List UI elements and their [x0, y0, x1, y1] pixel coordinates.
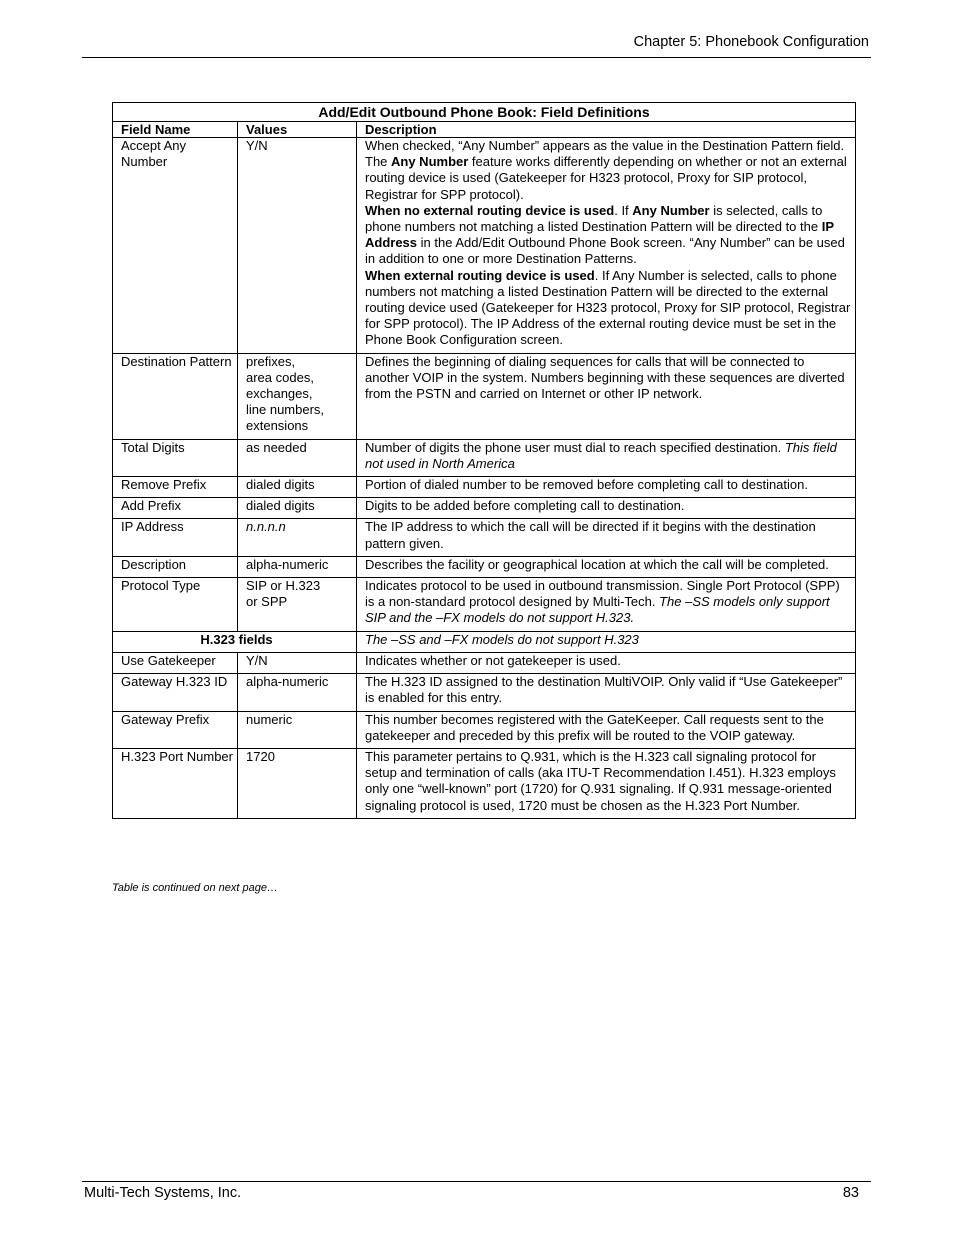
field-values: numeric [238, 711, 357, 748]
field-values: 1720 [238, 748, 357, 818]
table-row [113, 556, 856, 577]
field-values: as needed [238, 439, 357, 476]
description-paragraph [365, 154, 851, 203]
field-name: Protocol Type [113, 578, 238, 632]
table-row [113, 578, 856, 632]
value-line: area codes, [246, 369, 314, 385]
section-title: H.323 fields [113, 631, 357, 652]
bold-term: Any Number [391, 154, 469, 170]
field-name: H.323 Port Number [113, 748, 238, 818]
text-run: in the Add/Edit Outbound Phone Book screen. “Any Number” can be used in addition to one or more Destination Patterns. [365, 235, 845, 267]
field-description: Portion of dialed number to be removed before completing call to destination. [357, 477, 856, 498]
bold-term: IP Address [365, 219, 834, 251]
text-run: feature works differently depending on whether or not an external routing device is used (Gatekeeper for H323 protocol, Proxy for SIP protocol, Registrar for SPP protocol). [365, 154, 847, 202]
field-description: The H.323 ID assigned to the destination MultiVOIP. Only valid if “Use Gatekeeper” is enabled for this entry. [357, 674, 856, 711]
table-row [113, 748, 856, 818]
table-row [113, 652, 856, 673]
bold-term: Any Number [632, 202, 710, 218]
table-row [113, 711, 856, 748]
field-name: Add Prefix [113, 498, 238, 519]
value-line: extensions [246, 418, 309, 434]
continued-note: Table is continued on next page… [112, 882, 278, 894]
table-row [113, 138, 856, 354]
value-line: or SPP [246, 594, 288, 610]
text-run: The [365, 154, 392, 170]
field-values: alpha-numeric [238, 674, 357, 711]
field-description: This parameter pertains to Q.931, which is the H.323 call signaling protocol for setup and termination of calls (aka ITU-T Recommendation I.451). H.323 employs only one “well-known” port (1720) for Q.931 signaling. If Q.931 message-oriented signaling protocol is used, 1720 must be chosen as the H.323 Port Number. [357, 748, 856, 818]
bold-term: When external routing device is used [365, 267, 595, 283]
description-paragraph: When checked, “Any Number” appears as the value in the Destination Pattern field. [365, 138, 845, 153]
section-header-row [113, 631, 856, 652]
company-name: Multi-Tech Systems, Inc. [84, 1185, 242, 1201]
page-footer [82, 1181, 871, 1206]
page-header [82, 33, 871, 58]
column-header-description: Description [357, 122, 856, 138]
field-values: dialed digits [238, 477, 357, 498]
section-note: The –SS and –FX models do not support H.323 [357, 631, 856, 652]
field-name: Total Digits [113, 439, 238, 476]
table-row [113, 439, 856, 476]
text-run: is selected, calls to phone numbers not matching a listed Destination Pattern will be directed to the [365, 202, 823, 235]
field-values: alpha-numeric [238, 556, 357, 577]
table-row [113, 477, 856, 498]
text-run: . If Any Number is selected, calls to phone numbers not matching a listed Destination Pattern will be directed to the external routing device used (Gatekeeper for H323 protocol, Proxy for SIP protocol, Registrar for SPP protocol). The IP Address of the external routing device must be set in the Phone Book Configuration screen. [365, 267, 851, 348]
text-run: . If [614, 202, 633, 218]
table-row [113, 353, 856, 439]
field-name: Description [113, 556, 238, 577]
italic-note: This field not used in North America [365, 439, 837, 471]
field-values: n.n.n.n [238, 519, 357, 556]
field-values [238, 353, 357, 439]
chapter-title: Chapter 5: Phonebook Configuration [633, 34, 869, 50]
field-name: Gateway H.323 ID [113, 674, 238, 711]
description-paragraph [365, 203, 851, 268]
value-line: SIP or H.323 [246, 578, 321, 594]
value-line: prefixes, [246, 353, 296, 369]
field-name: Gateway Prefix [113, 711, 238, 748]
field-description: Digits to be added before completing call to destination. [357, 498, 856, 519]
value-line: exchanges, [246, 386, 313, 402]
field-name: IP Address [113, 519, 238, 556]
field-description [357, 578, 856, 632]
description-paragraph [365, 268, 851, 349]
field-values: dialed digits [238, 498, 357, 519]
field-values [238, 578, 357, 632]
column-header-values: Values [238, 122, 357, 138]
field-description: Defines the beginning of dialing sequences for calls that will be connected to another VOIP in the system. Numbers beginning with these sequences are diverted from the PSTN and carried on Internet or other IP network. [357, 353, 856, 439]
column-header-row [113, 122, 856, 138]
field-values: Y/N [238, 138, 357, 354]
text-run: Number of digits the phone user must dial to reach specified destination. [365, 439, 785, 455]
field-name: Use Gatekeeper [113, 652, 238, 673]
field-name: Destination Pattern [113, 353, 238, 439]
table-title: Add/Edit Outbound Phone Book: Field Definitions [113, 103, 856, 122]
field-name: Accept Any Number [113, 138, 238, 354]
field-name: Remove Prefix [113, 477, 238, 498]
field-description: This number becomes registered with the GateKeeper. Call requests sent to the gatekeeper and preceded by this prefix will be routed to the VOIP gateway. [357, 711, 856, 748]
table-title-row [113, 103, 856, 122]
field-description: Describes the facility or geographical location at which the call will be completed. [357, 556, 856, 577]
field-description [357, 138, 856, 354]
field-description [357, 439, 856, 476]
italic-note: The –SS models only support SIP and the –FX models do not support H.323. [365, 594, 830, 626]
table-row [113, 519, 856, 556]
bold-term: When no external routing device is used [365, 202, 615, 218]
column-header-field-name: Field Name [113, 122, 238, 138]
page-number: 83 [842, 1185, 859, 1201]
table-row [113, 498, 856, 519]
field-description: Indicates whether or not gatekeeper is used. [357, 652, 856, 673]
text-run: Indicates protocol to be used in outbound transmission. Single Port Protocol (SPP) is a non-standard protocol designed by Multi-Tech. [365, 578, 840, 610]
value-line: line numbers, [246, 402, 325, 418]
table-row [113, 674, 856, 711]
field-definitions-table [112, 102, 856, 819]
field-description: The IP address to which the call will be directed if it begins with the destination pattern given. [357, 519, 856, 556]
field-values: Y/N [238, 652, 357, 673]
